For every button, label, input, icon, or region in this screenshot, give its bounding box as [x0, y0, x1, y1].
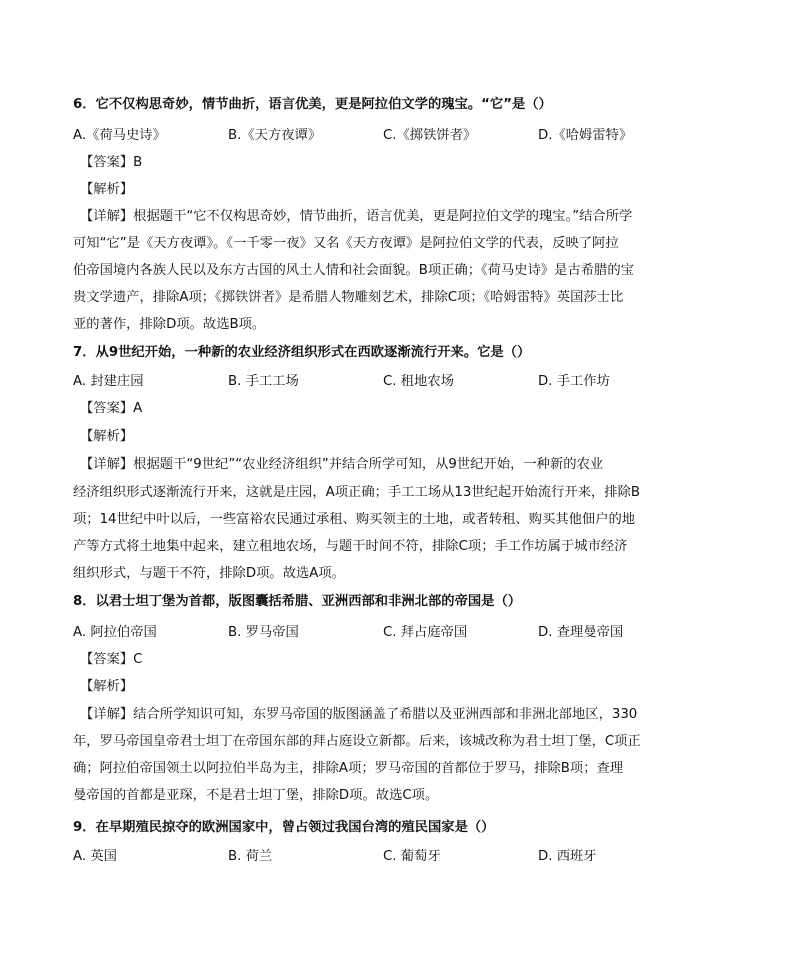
detail-line: 曼帝国的首都是亚琛，不是君士坦丁堡，排除D项。故选C项。 [73, 788, 439, 803]
question-9-stem: 9．在早期殖民掠夺的欧洲国家中，曾占领过我国台湾的殖民国家是（） [73, 820, 495, 835]
option-c: C. 租地农场 [383, 374, 454, 389]
detail-line: 年，罗马帝国皇帝君士坦丁在帝国东部的拜占庭设立新都。后来，该城改称为君士坦丁堡，C项正 [73, 734, 641, 749]
analysis-label: 【解析】 [80, 182, 134, 197]
detail-line: 可知“它”是《天方夜谭》。《一千零一夜》又名《天方夜谭》是阿拉伯文学的代表，反映了阿拉 [73, 236, 619, 251]
option-d: D.《哈姆雷特》 [538, 128, 633, 143]
answer-label: 【答案】C [80, 652, 143, 667]
detail-line: 亚的著作，排除D项。故选B项。 [73, 317, 266, 332]
option-b: B. 手工工场 [228, 374, 299, 389]
detail-line: 项；14世纪中叶以后，一些富裕农民通过承租、购买领主的土地，或者转租、购买其他佃户的地 [73, 512, 636, 527]
detail-line: 贵文学遗产，排除A项；《掷铁饼者》是希腊人物雕刻艺术，排除C项；《哈姆雷特》英国莎士比 [73, 290, 624, 305]
option-b: B. 荷兰 [228, 849, 273, 864]
detail-line: 经济组织形式逐渐流行开来，这就是庄园，A项正确；手工工场从13世纪起开始流行开来，排除B [73, 485, 641, 500]
question-7-stem: 7．从9世纪开始，一种新的农业经济组织形式在西欧逐渐流行开来。它是（） [73, 345, 531, 360]
detail-line: 确；阿拉伯帝国领土以阿拉伯半岛为主，排除A项；罗马帝国的首都位于罗马，排除B项；查理 [73, 761, 624, 776]
analysis-label: 【解析】 [80, 679, 134, 694]
detail-line: 【详解】根据题干“它不仅构思奇妙，情节曲折，语言优美，更是阿拉伯文学的瑰宝。”结合所学 [80, 209, 633, 224]
detail-line: 【详解】结合所学知识可知，东罗马帝国的版图涵盖了希腊以及亚洲西部和非洲北部地区，330 [80, 707, 638, 722]
answer-label: 【答案】A [80, 401, 143, 416]
option-d: D. 查理曼帝国 [538, 625, 624, 640]
option-a: A. 阿拉伯帝国 [73, 625, 157, 640]
detail-line: 组织形式，与题干不符，排除D项。故选A项。 [73, 566, 345, 581]
option-a: A. 封建庄园 [73, 374, 144, 389]
option-a: A. 英国 [73, 849, 117, 864]
option-b: B. 罗马帝国 [228, 625, 299, 640]
analysis-label: 【解析】 [80, 429, 134, 444]
option-b: B.《天方夜谭》 [228, 128, 322, 143]
option-a: A.《荷马史诗》 [73, 128, 166, 143]
option-c: C. 葡萄牙 [383, 849, 441, 864]
option-d: D. 手工作坊 [538, 374, 610, 389]
answer-label: 【答案】B [80, 155, 143, 170]
option-c: C. 拜占庭帝国 [383, 625, 468, 640]
detail-line: 【详解】根据题干“9世纪”“农业经济组织”并结合所学可知，从9世纪开始，一种新的农业 [80, 457, 604, 472]
detail-line: 产等方式将土地集中起来，建立租地农场，与题干时间不符，排除C项；手工作坊属于城市经济 [73, 539, 628, 554]
detail-line: 伯帝国境内各族人民以及东方古国的风土人情和社会面貌。B项正确；《荷马史诗》是古希腊的宝 [73, 263, 634, 278]
option-d: D. 西班牙 [538, 849, 597, 864]
question-8-stem: 8．以君士坦丁堡为首都，版图囊括希腊、亚洲西部和非洲北部的帝国是（） [73, 594, 522, 609]
question-6-stem: 6．它不仅构思奇妙，情节曲折，语言优美，更是阿拉伯文学的瑰宝。“它”是（） [73, 97, 552, 112]
option-c: C.《掷铁饼者》 [383, 128, 477, 143]
